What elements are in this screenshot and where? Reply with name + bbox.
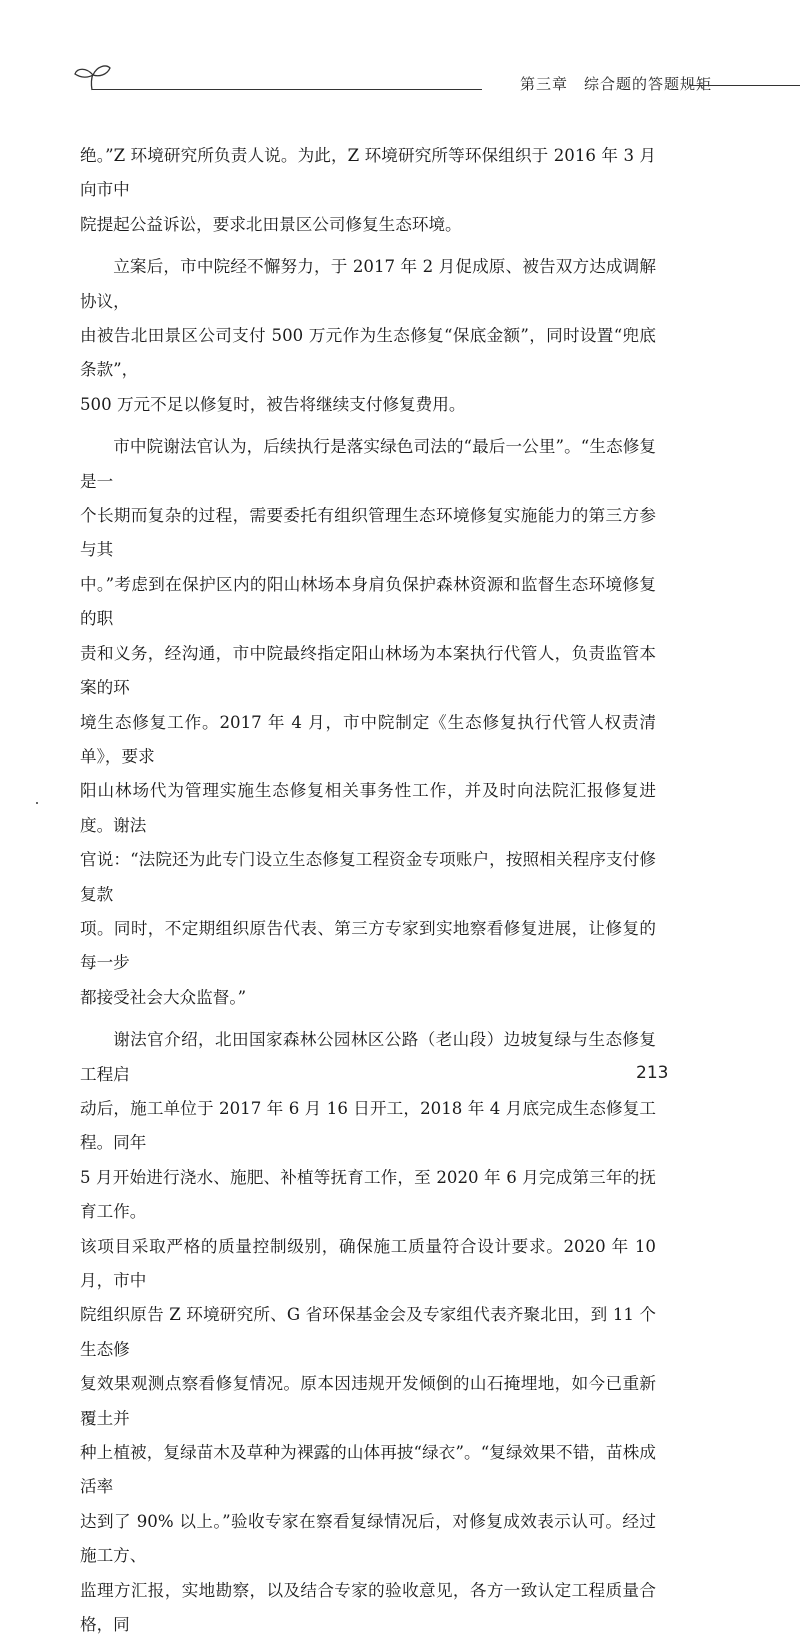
paragraph: 谢法官介绍，北田国家森林公园林区公路（老山段）边坡复绿与生态修复工程启 动后，施工单位于 2017 年 6 月 16 日开工，2018 年 4 月底完成生态修复工程。同年 5 月开始进行浇水、施肥、补植等抚育工作，至 2020 年 6 月完成第三年的抚育工作。 该项目采取严格的质量控制级别，确保施工质量符合设计要求。2020 年 10 月，市中 院组织原告 Z 环境研究所、G 省环保基金会及专家组代表齐聚北田，到 11 个生态修 复效果观测点察看修复情况。原本因违规开发倾倒的山石掩埋地，如今已重新覆土并 种上植被，复绿苗木及草种为裸露的山体再披“绿衣”。“复绿效果不错，苗株成活率 达到了 90% 以上。”验收专家在察看复绿情况后，对修复成效表示认可。经过施工方、 监理方汇报，实地勘察，以及结合专家的验收意见，各方一致认定工程质量合格，同 — [80, 1030, 656, 1635]
paragraph: 市中院谢法官认为，后续执行是落实绿色司法的“最后一公里”。“生态修复是一 个长期而复杂的过程，需要委托有组织管理生态环境修复实施能力的第三方参与其 中。”考虑到在保护区内的阳山林场本身肩负保护森林资源和监督生态环境修复的职 责和义务，经沟通，市中院最终指定阳山林场为本案执行代管人，负责监管本案的环 境生态修复工作。2017 年 4 月，市中院制定《生态修复执行代管人权责清单》，要求 阳山林场代为管理实施生态修复相关事务性工作，并及时向法院汇报修复进度。谢法 官说：“法院还为此专门设立生态修复工程资金专项账户，按照相关程序支付修复款 项。同时，不定期组织原告代表、第三方专家到实地察看修复进展，让修复的每一步 都接受社会大众监督。” — [80, 437, 656, 1007]
body-text — [80, 139, 656, 1650]
header-rule-right — [690, 85, 800, 86]
page-number: 213 — [636, 1063, 669, 1083]
scan-speck — [36, 802, 38, 804]
paragraph: 绝。”Z 环境研究所负责人说。为此，Z 环境研究所等环保组织于 2016 年 3 月向市中 院提起公益诉讼，要求北田景区公司修复生态环境。 — [80, 146, 656, 234]
paragraph: 立案后，市中院经不懈努力，于 2017 年 2 月促成原、被告双方达成调解协议， 由被告北田景区公司支付 500 万元作为生态修复“保底金额”，同时设置“兜底条款”， 500 万元不足以修复时，被告将继续支付修复费用。 — [80, 257, 656, 414]
running-title: 第三章 综合题的答题规矩 — [482, 73, 750, 94]
header-rule-left — [92, 89, 547, 90]
sprout-icon — [72, 62, 116, 96]
running-header — [72, 62, 800, 96]
